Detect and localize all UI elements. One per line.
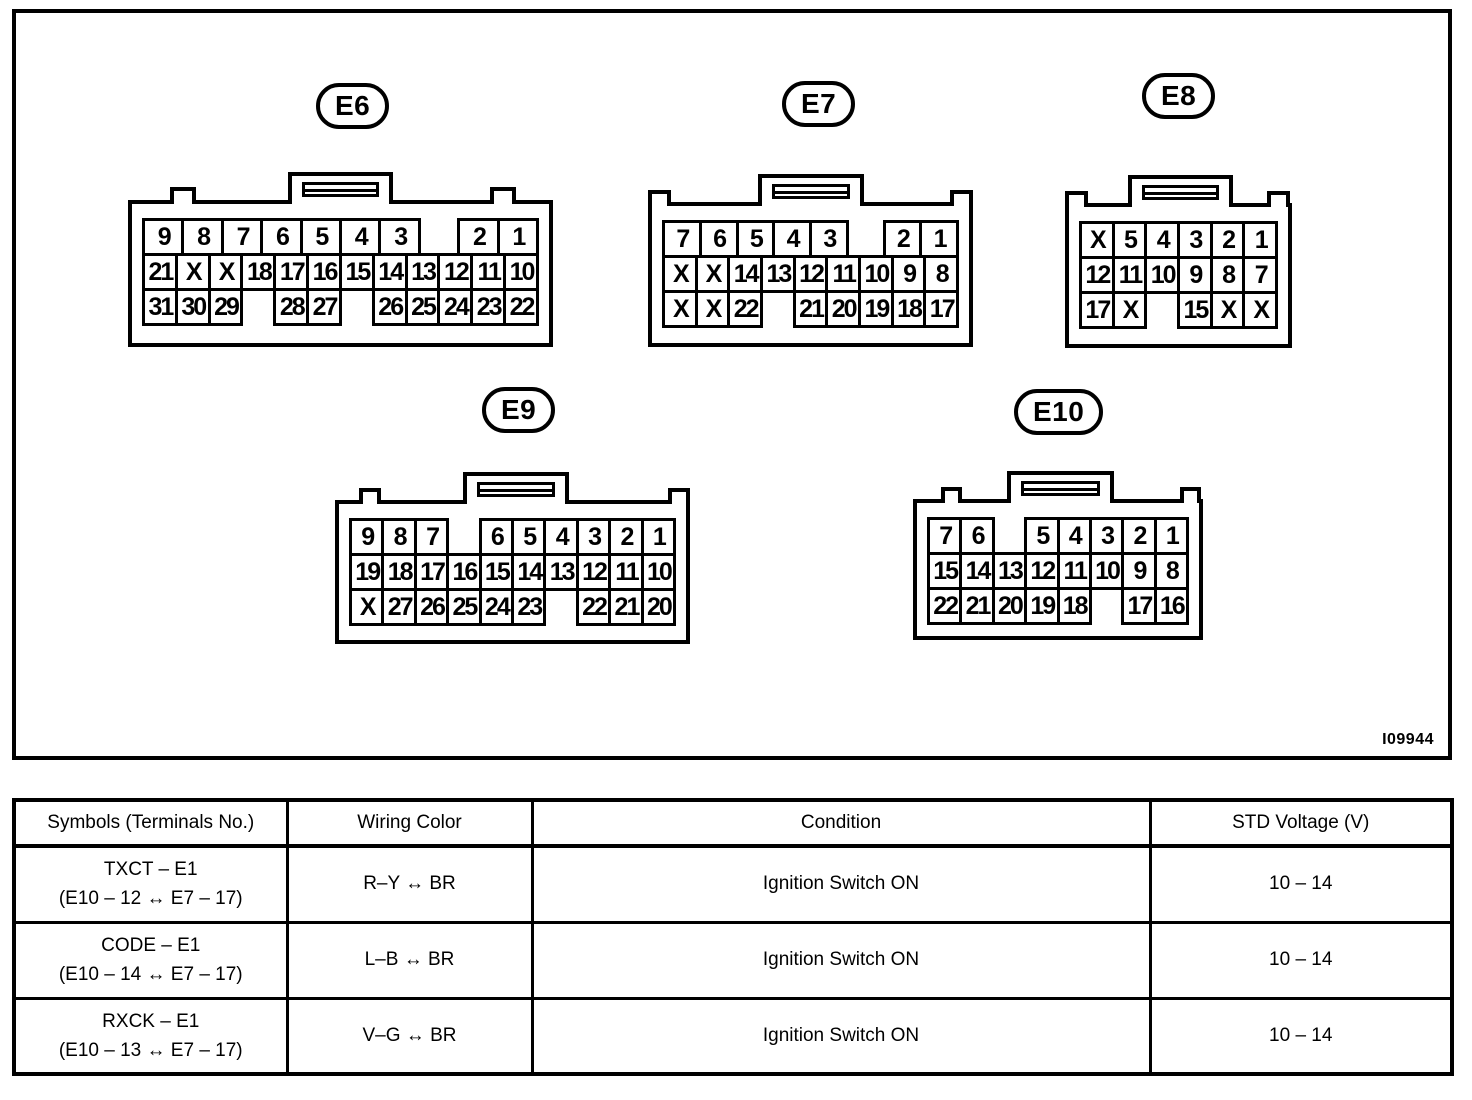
wiring-color-cell: L–B ↔ BR bbox=[287, 922, 532, 998]
pin-cell: 20 bbox=[825, 290, 861, 328]
pin-cell: 13 bbox=[760, 255, 796, 293]
pin-grid-e10 bbox=[927, 517, 1189, 625]
latch-slot bbox=[772, 184, 850, 199]
pin-cell: 9 bbox=[1177, 256, 1213, 294]
pin-row bbox=[142, 218, 539, 256]
pin-row bbox=[349, 588, 676, 626]
connector-index-bump bbox=[359, 488, 381, 504]
pin-cell: 25 bbox=[446, 588, 481, 626]
pin-cell: 17 bbox=[923, 290, 959, 328]
connector-label-text: E9 bbox=[501, 394, 537, 425]
symbol-cell bbox=[14, 922, 287, 998]
pin-row bbox=[142, 253, 539, 291]
pin-cell: 8 bbox=[381, 518, 416, 556]
pin-row bbox=[349, 553, 676, 591]
pin-cell: 21 bbox=[608, 588, 643, 626]
pin-cell: 4 bbox=[772, 220, 812, 258]
table-header-row bbox=[14, 800, 1452, 846]
connector-index-bump bbox=[1065, 191, 1088, 207]
wiring-color-cell: V–G ↔ BR bbox=[287, 998, 532, 1074]
pin-cell: 10 bbox=[503, 253, 539, 291]
pin-cell: 14 bbox=[959, 552, 994, 590]
connector-e10 bbox=[913, 499, 1203, 640]
pin-cell: 6 bbox=[260, 218, 302, 256]
pin-cell: 6 bbox=[959, 517, 994, 555]
pin-cell: 15 bbox=[1177, 291, 1213, 329]
connector-latch-tab bbox=[463, 472, 569, 504]
pin-cell: 16 bbox=[446, 553, 481, 591]
pin-cell-unused: X bbox=[662, 255, 698, 293]
pin-cell: 31 bbox=[142, 288, 178, 326]
pin-cell: 19 bbox=[858, 290, 894, 328]
pin-cell: 12 bbox=[576, 553, 611, 591]
pin-row bbox=[927, 552, 1189, 590]
pin-cell: 3 bbox=[809, 220, 849, 258]
pin-cell-unused: X bbox=[1242, 291, 1278, 329]
pin-gap bbox=[418, 218, 460, 256]
pin-cell: 26 bbox=[372, 288, 408, 326]
pin-cell: 21 bbox=[142, 253, 178, 291]
pin-cell: 10 bbox=[858, 255, 894, 293]
pin-cell: 8 bbox=[923, 255, 959, 293]
pin-cell: 9 bbox=[349, 518, 384, 556]
voltage-table bbox=[12, 798, 1454, 1076]
latch-slot bbox=[477, 482, 555, 497]
connector-e8 bbox=[1065, 203, 1292, 348]
pin-cell: 9 bbox=[891, 255, 927, 293]
connector-label-text: E10 bbox=[1033, 396, 1085, 427]
pin-cell: 21 bbox=[793, 290, 829, 328]
pin-cell: 1 bbox=[641, 518, 676, 556]
pin-row bbox=[662, 255, 959, 293]
pin-cell: 17 bbox=[1079, 291, 1115, 329]
std-voltage-cell: 10 – 14 bbox=[1150, 846, 1452, 922]
pin-cell: 18 bbox=[381, 553, 416, 591]
pin-row bbox=[1079, 291, 1278, 329]
pin-gap bbox=[240, 288, 276, 326]
pin-cell: 3 bbox=[576, 518, 611, 556]
pin-cell: 2 bbox=[1210, 221, 1246, 259]
pin-cell: 2 bbox=[608, 518, 643, 556]
connector-latch-tab bbox=[758, 174, 864, 206]
pin-cell: 12 bbox=[437, 253, 473, 291]
connector-e7 bbox=[648, 202, 973, 347]
pin-cell: 13 bbox=[992, 552, 1027, 590]
pin-cell: 11 bbox=[470, 253, 506, 291]
connector-index-bump bbox=[170, 187, 196, 204]
pin-row bbox=[927, 517, 1189, 555]
pin-grid-e8 bbox=[1079, 221, 1278, 329]
pin-cell: 4 bbox=[1057, 517, 1092, 555]
pin-cell-unused: X bbox=[662, 290, 698, 328]
pin-cell: 17 bbox=[414, 553, 449, 591]
pin-cell: 11 bbox=[1112, 256, 1148, 294]
pin-gap bbox=[543, 588, 578, 626]
col-header-condition: Condition bbox=[532, 800, 1150, 846]
pin-gap bbox=[446, 518, 481, 556]
pin-row bbox=[1079, 221, 1278, 259]
pin-cell: 18 bbox=[1057, 587, 1092, 625]
pin-cell: 19 bbox=[349, 553, 384, 591]
connector-index-bump bbox=[648, 190, 671, 206]
symbol-name: TXCT – E1 bbox=[103, 859, 198, 881]
pin-grid-e6 bbox=[142, 218, 539, 326]
pin-gap bbox=[992, 517, 1027, 555]
pin-gap bbox=[339, 288, 375, 326]
pin-cell: 22 bbox=[727, 290, 763, 328]
pin-cell: 24 bbox=[437, 288, 473, 326]
pin-gap bbox=[846, 220, 886, 258]
pin-cell: 1 bbox=[1154, 517, 1189, 555]
pin-cell: 19 bbox=[1024, 587, 1059, 625]
pin-cell: 12 bbox=[1079, 256, 1115, 294]
connector-index-bump bbox=[490, 187, 516, 204]
pin-cell: 14 bbox=[372, 253, 408, 291]
pin-cell: 4 bbox=[1144, 221, 1180, 259]
pin-cell: 5 bbox=[736, 220, 776, 258]
pin-cell: 13 bbox=[543, 553, 578, 591]
pin-cell: 16 bbox=[306, 253, 342, 291]
connector-label-e7 bbox=[782, 81, 855, 127]
pin-cell: 18 bbox=[240, 253, 276, 291]
pin-cell: 5 bbox=[300, 218, 342, 256]
table-row bbox=[14, 846, 1452, 922]
col-header-std-voltage: STD Voltage (V) bbox=[1150, 800, 1452, 846]
pin-cell: 9 bbox=[142, 218, 184, 256]
pin-cell: 29 bbox=[208, 288, 244, 326]
condition-cell: Ignition Switch ON bbox=[532, 846, 1150, 922]
pin-grid-e7 bbox=[662, 220, 959, 328]
connector-index-bump bbox=[1180, 487, 1201, 503]
symbol-name: CODE – E1 bbox=[101, 935, 201, 956]
pin-cell-unused: X bbox=[1112, 291, 1148, 329]
pin-cell: 28 bbox=[273, 288, 309, 326]
table-row bbox=[14, 998, 1452, 1074]
pin-cell: 23 bbox=[470, 288, 506, 326]
col-header-wiring-color: Wiring Color bbox=[287, 800, 532, 846]
pin-cell: 7 bbox=[662, 220, 702, 258]
pin-grid-e9 bbox=[349, 518, 676, 626]
pin-cell: 26 bbox=[414, 588, 449, 626]
connector-index-bump bbox=[1267, 191, 1290, 207]
pin-cell: 5 bbox=[1112, 221, 1148, 259]
pin-cell: 14 bbox=[727, 255, 763, 293]
table-row bbox=[14, 922, 1452, 998]
connector-label-text: E8 bbox=[1161, 80, 1197, 111]
symbol-cell bbox=[14, 998, 287, 1074]
latch-slot bbox=[302, 182, 379, 197]
symbol-name: RXCK – E1 bbox=[102, 1010, 200, 1032]
condition-cell: Ignition Switch ON bbox=[532, 998, 1150, 1074]
pin-cell: 10 bbox=[1144, 256, 1180, 294]
connector-e6 bbox=[128, 200, 553, 347]
pin-cell: 1 bbox=[1242, 221, 1278, 259]
pin-cell-unused: X bbox=[1210, 291, 1246, 329]
pin-cell: 1 bbox=[497, 218, 539, 256]
pin-row bbox=[927, 587, 1189, 625]
pin-cell: 9 bbox=[1121, 552, 1156, 590]
connector-label-text: E7 bbox=[801, 88, 837, 119]
pin-cell: 2 bbox=[883, 220, 923, 258]
pin-gap bbox=[760, 290, 796, 328]
pin-cell-unused: X bbox=[208, 253, 244, 291]
pin-cell: 7 bbox=[1242, 256, 1278, 294]
pin-cell: 8 bbox=[1210, 256, 1246, 294]
latch-slot bbox=[1142, 185, 1219, 200]
pin-cell: 5 bbox=[1024, 517, 1059, 555]
connector-label-text: E6 bbox=[335, 90, 371, 121]
connector-label-e6 bbox=[316, 83, 389, 129]
connector-index-bump bbox=[941, 487, 962, 503]
pin-cell: 22 bbox=[503, 288, 539, 326]
pin-cell: 8 bbox=[181, 218, 223, 256]
pin-row bbox=[142, 288, 539, 326]
symbol-terminals: (E10 – 14 ↔ E7 – 17) bbox=[58, 964, 243, 985]
pin-cell: 11 bbox=[825, 255, 861, 293]
pin-cell: 11 bbox=[608, 553, 643, 591]
pin-cell: 7 bbox=[414, 518, 449, 556]
connector-label-e9 bbox=[482, 387, 555, 433]
pin-cell: 2 bbox=[1121, 517, 1156, 555]
pin-row bbox=[349, 518, 676, 556]
pin-cell: 7 bbox=[221, 218, 263, 256]
pin-cell: 13 bbox=[405, 253, 441, 291]
pin-cell: 11 bbox=[1057, 552, 1092, 590]
connector-e9 bbox=[335, 500, 690, 644]
pin-cell-unused: X bbox=[175, 253, 211, 291]
connector-latch-tab bbox=[1128, 175, 1233, 207]
pin-cell: 3 bbox=[1177, 221, 1213, 259]
symbol-terminals: (E10 – 12 ↔ E7 – 17) bbox=[58, 888, 243, 910]
pin-gap bbox=[1089, 587, 1124, 625]
pin-cell-unused: X bbox=[1079, 221, 1115, 259]
pin-cell: 24 bbox=[479, 588, 514, 626]
pin-cell: 15 bbox=[339, 253, 375, 291]
pin-cell: 22 bbox=[576, 588, 611, 626]
latch-slot bbox=[1021, 481, 1100, 496]
pin-cell: 27 bbox=[381, 588, 416, 626]
pin-cell: 17 bbox=[1121, 587, 1156, 625]
condition-cell: Ignition Switch ON bbox=[532, 922, 1150, 998]
pin-cell: 15 bbox=[927, 552, 962, 590]
pin-cell: 6 bbox=[479, 518, 514, 556]
pin-cell: 25 bbox=[405, 288, 441, 326]
pin-cell: 3 bbox=[1089, 517, 1124, 555]
col-header-symbols: Symbols (Terminals No.) bbox=[14, 800, 287, 846]
pin-cell: 30 bbox=[175, 288, 211, 326]
pin-cell: 6 bbox=[699, 220, 739, 258]
pin-cell-unused: X bbox=[695, 255, 731, 293]
connector-index-bump bbox=[668, 488, 690, 504]
pin-row bbox=[662, 290, 959, 328]
pin-cell: 1 bbox=[919, 220, 959, 258]
pin-cell: 17 bbox=[273, 253, 309, 291]
connector-label-e10 bbox=[1014, 389, 1103, 435]
pin-cell: 23 bbox=[511, 588, 546, 626]
pin-cell: 8 bbox=[1154, 552, 1189, 590]
connector-latch-tab bbox=[1007, 471, 1114, 503]
pin-cell: 10 bbox=[1089, 552, 1124, 590]
pin-cell: 12 bbox=[793, 255, 829, 293]
pin-cell: 16 bbox=[1154, 587, 1189, 625]
wiring-color-cell: R–Y ↔ BR bbox=[287, 846, 532, 922]
std-voltage-cell: 10 – 14 bbox=[1150, 922, 1452, 998]
pin-cell: 2 bbox=[457, 218, 499, 256]
symbol-terminals: (E10 – 13 ↔ E7 – 17) bbox=[58, 1039, 243, 1061]
connector-pinout-figure bbox=[12, 9, 1452, 760]
connector-label-e8 bbox=[1142, 73, 1215, 119]
pin-cell: 7 bbox=[927, 517, 962, 555]
pin-cell: 14 bbox=[511, 553, 546, 591]
figure-code: I09944 bbox=[1382, 731, 1434, 748]
connector-index-bump bbox=[950, 190, 973, 206]
pin-row bbox=[1079, 256, 1278, 294]
pin-row bbox=[662, 220, 959, 258]
pin-cell: 27 bbox=[306, 288, 342, 326]
pin-cell: 4 bbox=[543, 518, 578, 556]
pin-cell: 20 bbox=[641, 588, 676, 626]
pin-cell: 12 bbox=[1024, 552, 1059, 590]
pin-cell: 18 bbox=[891, 290, 927, 328]
pin-cell: 4 bbox=[339, 218, 381, 256]
pin-cell: 15 bbox=[479, 553, 514, 591]
pin-cell: 21 bbox=[959, 587, 994, 625]
pin-cell: 10 bbox=[641, 553, 676, 591]
pin-gap bbox=[1144, 291, 1180, 329]
pin-cell: 3 bbox=[378, 218, 420, 256]
symbol-cell bbox=[14, 846, 287, 922]
pin-cell-unused: X bbox=[695, 290, 731, 328]
pin-cell-unused: X bbox=[349, 588, 384, 626]
pin-cell: 20 bbox=[992, 587, 1027, 625]
pin-cell: 22 bbox=[927, 587, 962, 625]
connector-latch-tab bbox=[288, 172, 393, 204]
pin-cell: 5 bbox=[511, 518, 546, 556]
std-voltage-cell: 10 – 14 bbox=[1150, 998, 1452, 1074]
